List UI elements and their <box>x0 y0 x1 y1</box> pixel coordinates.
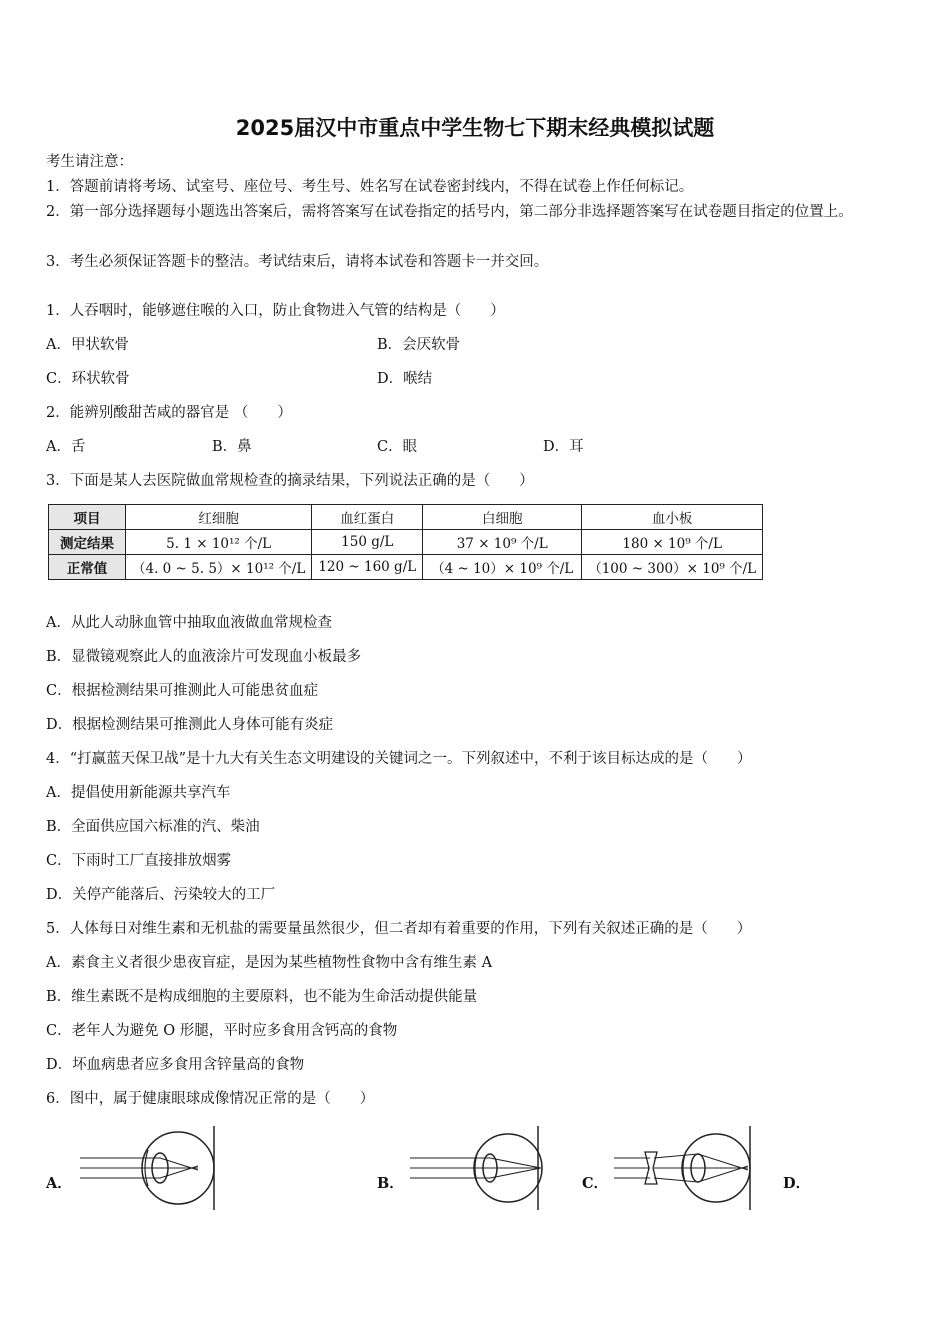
table-cell: （100 ~ 300）× 10⁹ 个/L <box>582 555 763 580</box>
table-row <box>49 530 763 555</box>
table-cell: 5. 1 × 10¹² 个/L <box>126 530 312 555</box>
q6-option-c: C． <box>582 1175 609 1192</box>
notice-item-2: 2．第一部分选择题每小题选出答案后，需将答案写在试卷指定的括号内，第二部分非选择题答案写在试卷题目指定的位置上。 <box>46 204 853 220</box>
eye-diagram-c <box>612 1124 756 1212</box>
q1-option-b: B．会厌软骨 <box>377 337 461 353</box>
q1-stem: 1．人吞咽时，能够遮住喉的入口，防止食物进入气管的结构是（ ） <box>46 303 505 319</box>
eye-diagram-b <box>408 1124 550 1212</box>
q5-stem: 5．人体每日对维生素和无机盐的需要量虽然很少，但二者却有着重要的作用，下列有关叙述正确的是（ ） <box>46 921 752 937</box>
eye-diagram-a <box>78 1124 220 1212</box>
table-cell: 180 × 10⁹ 个/L <box>582 530 763 555</box>
table-row <box>49 555 763 580</box>
q4-stem: 4．“打赢蓝天保卫战”是十九大有关生态文明建设的关键词之一。下列叙述中，不利于该目标达成的是（ ） <box>46 751 752 767</box>
notice-heading: 考生请注意： <box>46 154 133 170</box>
notice-item-3: 3．考生必须保证答题卡的整洁。考试结束后，请将本试卷和答题卡一并交回。 <box>46 254 549 270</box>
page-title: 2025届汉中市重点中学生物七下期末经典模拟试题 <box>235 116 715 140</box>
table-cell: 150 g/L <box>312 530 423 555</box>
q3-option-d: D．根据检测结果可推测此人身体可能有炎症 <box>46 717 334 733</box>
q6-option-d: D． <box>783 1175 811 1192</box>
table-header-row <box>49 505 763 530</box>
q4-option-a: A．提倡使用新能源共享汽车 <box>46 785 231 801</box>
table-header: 血红蛋白 <box>312 505 423 530</box>
table-cell: 37 × 10⁹ 个/L <box>423 530 582 555</box>
q3-option-c: C．根据检测结果可推测此人可能患贫血症 <box>46 683 319 699</box>
table-cell: （4 ~ 10）× 10⁹ 个/L <box>423 555 582 580</box>
q1-option-a: A．甲状软骨 <box>46 337 129 353</box>
q4-option-c: C．下雨时工厂直接排放烟雾 <box>46 853 232 869</box>
table-header: 白细胞 <box>423 505 582 530</box>
q6-option-b: B． <box>377 1175 404 1192</box>
table-header: 血小板 <box>582 505 763 530</box>
table-cell: 正常值 <box>49 555 126 580</box>
table-header: 红细胞 <box>126 505 312 530</box>
table-cell: （4. 0 ~ 5. 5）× 10¹² 个/L <box>126 555 312 580</box>
q2-option-a: A．舌 <box>46 439 86 455</box>
q2-stem: 2．能辨别酸甜苦咸的器官是 （ ） <box>46 405 292 421</box>
table-header: 项目 <box>49 505 126 530</box>
q1-option-d: D．喉结 <box>377 371 433 387</box>
q6-stem: 6．图中，属于健康眼球成像情况正常的是（ ） <box>46 1091 375 1107</box>
notice-item-1: 1．答题前请将考场、试室号、座位号、考生号、姓名写在试卷密封线内，不得在试卷上作任何标记。 <box>46 179 694 195</box>
q2-option-b: B．鼻 <box>212 439 252 455</box>
q2-option-c: C．眼 <box>377 439 418 455</box>
q4-option-d: D．关停产能落后、污染较大的工厂 <box>46 887 276 903</box>
q3-option-a: A．从此人动脉血管中抽取血液做血常规检查 <box>46 615 332 631</box>
q6-option-a: A． <box>46 1175 72 1192</box>
q2-option-d: D．耳 <box>543 439 584 455</box>
q3-stem: 3．下面是某人去医院做血常规检查的摘录结果，下列说法正确的是（ ） <box>46 473 534 489</box>
table-cell: 测定结果 <box>49 530 126 555</box>
q4-option-b: B．全面供应国六标准的汽、柴油 <box>46 819 260 835</box>
q5-option-b: B．维生素既不是构成细胞的主要原料，也不能为生命活动提供能量 <box>46 989 478 1005</box>
q5-option-c: C．老年人为避免 O 形腿，平时应多食用含钙高的食物 <box>46 1023 398 1039</box>
q1-option-c: C．环状软骨 <box>46 371 130 387</box>
blood-test-table <box>48 504 763 580</box>
table-cell: 120 ~ 160 g/L <box>312 555 423 580</box>
q3-option-b: B．显微镜观察此人的血液涂片可发现血小板最多 <box>46 649 362 665</box>
q5-option-d: D．坏血病患者应多食用含锌量高的食物 <box>46 1057 305 1073</box>
q5-option-a: A．素食主义者很少患夜盲症，是因为某些植物性食物中含有维生素 A <box>46 955 493 971</box>
